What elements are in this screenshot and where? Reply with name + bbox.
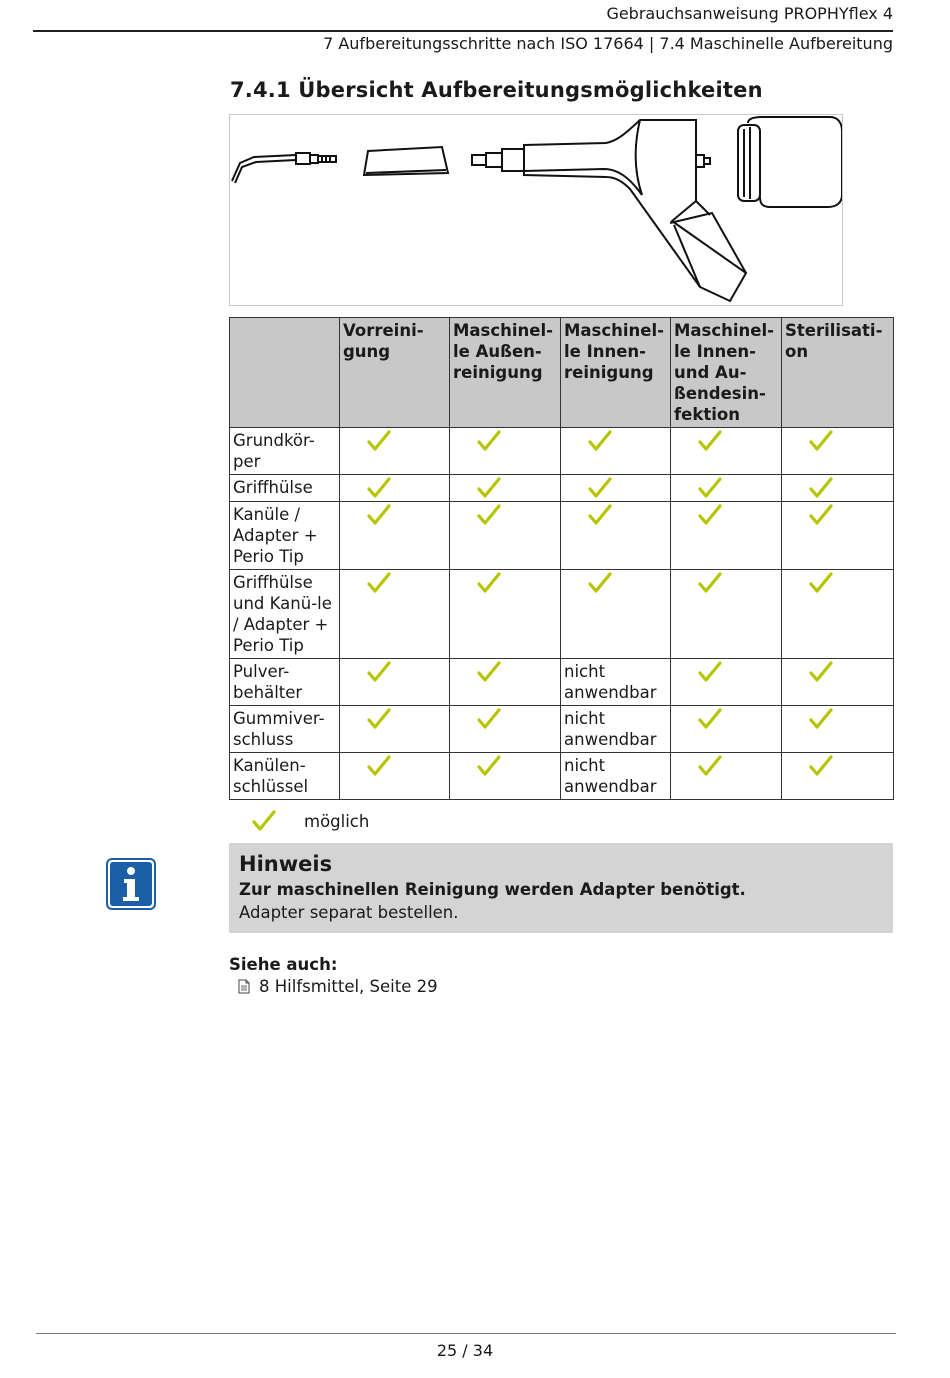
product-parts-illustration bbox=[229, 114, 843, 306]
table-cell-text: nicht anwendbar bbox=[561, 659, 671, 706]
checkmark-icon bbox=[588, 504, 612, 526]
checkmark-icon bbox=[367, 572, 391, 594]
table-cell-possible bbox=[782, 502, 894, 570]
table-cell-possible bbox=[450, 502, 561, 570]
document-title: Gebrauchsanweisung PROPHYflex 4 bbox=[606, 4, 893, 23]
row-label: Kanülen-schlüssel bbox=[230, 753, 340, 800]
checkmark-icon bbox=[809, 708, 833, 730]
table-cell-possible bbox=[450, 570, 561, 659]
hint-statement: Zur maschinellen Reinigung werden Adapter benötigt. bbox=[239, 880, 746, 899]
table-cell-possible bbox=[450, 706, 561, 753]
checkmark-icon bbox=[367, 708, 391, 730]
table-cell-possible bbox=[561, 502, 671, 570]
table-cell-possible bbox=[561, 570, 671, 659]
table-row bbox=[230, 753, 894, 800]
checkmark-icon bbox=[477, 708, 501, 730]
legend bbox=[252, 810, 369, 832]
table-row bbox=[230, 428, 894, 475]
checkmark-icon bbox=[367, 661, 391, 683]
table-cell-possible bbox=[782, 706, 894, 753]
hint-text: Adapter separat bestellen. bbox=[239, 903, 459, 922]
checkmark-icon bbox=[698, 504, 722, 526]
table-row bbox=[230, 502, 894, 570]
page-number: 25 / 34 bbox=[436, 1341, 494, 1360]
legend-label: möglich bbox=[304, 811, 370, 831]
table-cell-possible bbox=[671, 706, 782, 753]
column-header-machine-exterior-cleaning: Maschinel-le Außen-reinigung bbox=[450, 318, 561, 428]
table-cell-possible bbox=[671, 753, 782, 800]
checkmark-icon bbox=[809, 572, 833, 594]
table-cell-possible bbox=[450, 753, 561, 800]
hint-title: Hinweis bbox=[239, 852, 333, 876]
document-icon bbox=[238, 979, 250, 994]
table-cell-possible bbox=[450, 475, 561, 502]
table-cell-possible bbox=[782, 475, 894, 502]
checkmark-icon bbox=[477, 572, 501, 594]
checkmark-icon bbox=[809, 755, 833, 777]
table-cell-possible bbox=[340, 753, 450, 800]
table-cell-possible bbox=[340, 475, 450, 502]
checkmark-icon bbox=[477, 504, 501, 526]
column-header-pre-cleaning: Vorreini-gung bbox=[340, 318, 450, 428]
table-cell-possible bbox=[782, 570, 894, 659]
table-cell-text: nicht anwendbar bbox=[561, 753, 671, 800]
table-cell-possible bbox=[450, 659, 561, 706]
info-icon bbox=[106, 858, 156, 910]
table-cell-possible bbox=[561, 428, 671, 475]
table-cell-possible bbox=[782, 659, 894, 706]
checkmark-icon bbox=[588, 430, 612, 452]
checkmark-icon bbox=[367, 504, 391, 526]
checkmark-icon bbox=[698, 708, 722, 730]
table-cell-possible bbox=[782, 428, 894, 475]
table-cell-possible bbox=[782, 753, 894, 800]
hint-box bbox=[229, 843, 893, 933]
row-label: Grundkör-per bbox=[230, 428, 340, 475]
table-cell-possible bbox=[671, 475, 782, 502]
table-cell-possible bbox=[340, 502, 450, 570]
table-cell-text: nicht anwendbar bbox=[561, 706, 671, 753]
see-also-label: Siehe auch: bbox=[229, 955, 338, 974]
checkmark-icon bbox=[809, 504, 833, 526]
table-row bbox=[230, 475, 894, 502]
checkmark-icon bbox=[367, 430, 391, 452]
checkmark-icon bbox=[698, 572, 722, 594]
checkmark-icon bbox=[698, 477, 722, 499]
column-header-machine-disinfection: Maschinel-le Innen-und Au-ßendesin-fektion bbox=[671, 318, 782, 428]
row-label: Kanüle / Adapter + Perio Tip bbox=[230, 502, 340, 570]
chapter-breadcrumb: 7 Aufbereitungsschritte nach ISO 17664 | 7.4 Maschinelle Aufbereitung bbox=[323, 34, 893, 53]
section-title: 7.4.1 Übersicht Aufbereitungsmöglichkeiten bbox=[230, 78, 763, 102]
checkmark-icon bbox=[809, 477, 833, 499]
table-cell-possible bbox=[340, 570, 450, 659]
table-cell-possible bbox=[671, 659, 782, 706]
table-cell-possible bbox=[450, 428, 561, 475]
column-header-part bbox=[230, 318, 340, 428]
table-header-row bbox=[230, 318, 894, 428]
checkmark-icon bbox=[477, 430, 501, 452]
table-cell-possible bbox=[671, 428, 782, 475]
checkmark-icon bbox=[698, 755, 722, 777]
checkmark-icon bbox=[698, 430, 722, 452]
table-row bbox=[230, 659, 894, 706]
see-also-reference[interactable]: 8 Hilfsmittel, Seite 29 bbox=[259, 977, 438, 996]
row-label: Griffhülse und Kanü-le / Adapter + Perio Tip bbox=[230, 570, 340, 659]
see-also-link[interactable] bbox=[238, 977, 438, 996]
row-label: Gummiver-schluss bbox=[230, 706, 340, 753]
checkmark-icon bbox=[698, 661, 722, 683]
row-label: Pulver-behälter bbox=[230, 659, 340, 706]
table-cell-possible bbox=[340, 428, 450, 475]
table-cell-possible bbox=[340, 706, 450, 753]
table-cell-possible bbox=[671, 570, 782, 659]
footer-divider bbox=[36, 1333, 896, 1334]
checkmark-icon bbox=[809, 430, 833, 452]
checkmark-icon bbox=[588, 572, 612, 594]
checkmark-icon bbox=[588, 477, 612, 499]
row-label: Griffhülse bbox=[230, 475, 340, 502]
table-row bbox=[230, 706, 894, 753]
table-cell-possible bbox=[561, 475, 671, 502]
checkmark-icon bbox=[477, 755, 501, 777]
column-header-sterilisation: Sterilisati-on bbox=[782, 318, 894, 428]
column-header-machine-interior-cleaning: Maschinel-le Innen-reinigung bbox=[561, 318, 671, 428]
checkmark-icon bbox=[367, 755, 391, 777]
checkmark-icon bbox=[809, 661, 833, 683]
checkmark-icon bbox=[252, 810, 276, 832]
header-divider bbox=[33, 30, 893, 32]
checkmark-icon bbox=[367, 477, 391, 499]
checkmark-icon bbox=[477, 477, 501, 499]
checkmark-icon bbox=[477, 661, 501, 683]
table-row bbox=[230, 570, 894, 659]
handpiece-parts-drawing bbox=[230, 115, 842, 305]
table-cell-possible bbox=[340, 659, 450, 706]
table-cell-possible bbox=[671, 502, 782, 570]
reprocessing-matrix-table bbox=[229, 317, 894, 800]
